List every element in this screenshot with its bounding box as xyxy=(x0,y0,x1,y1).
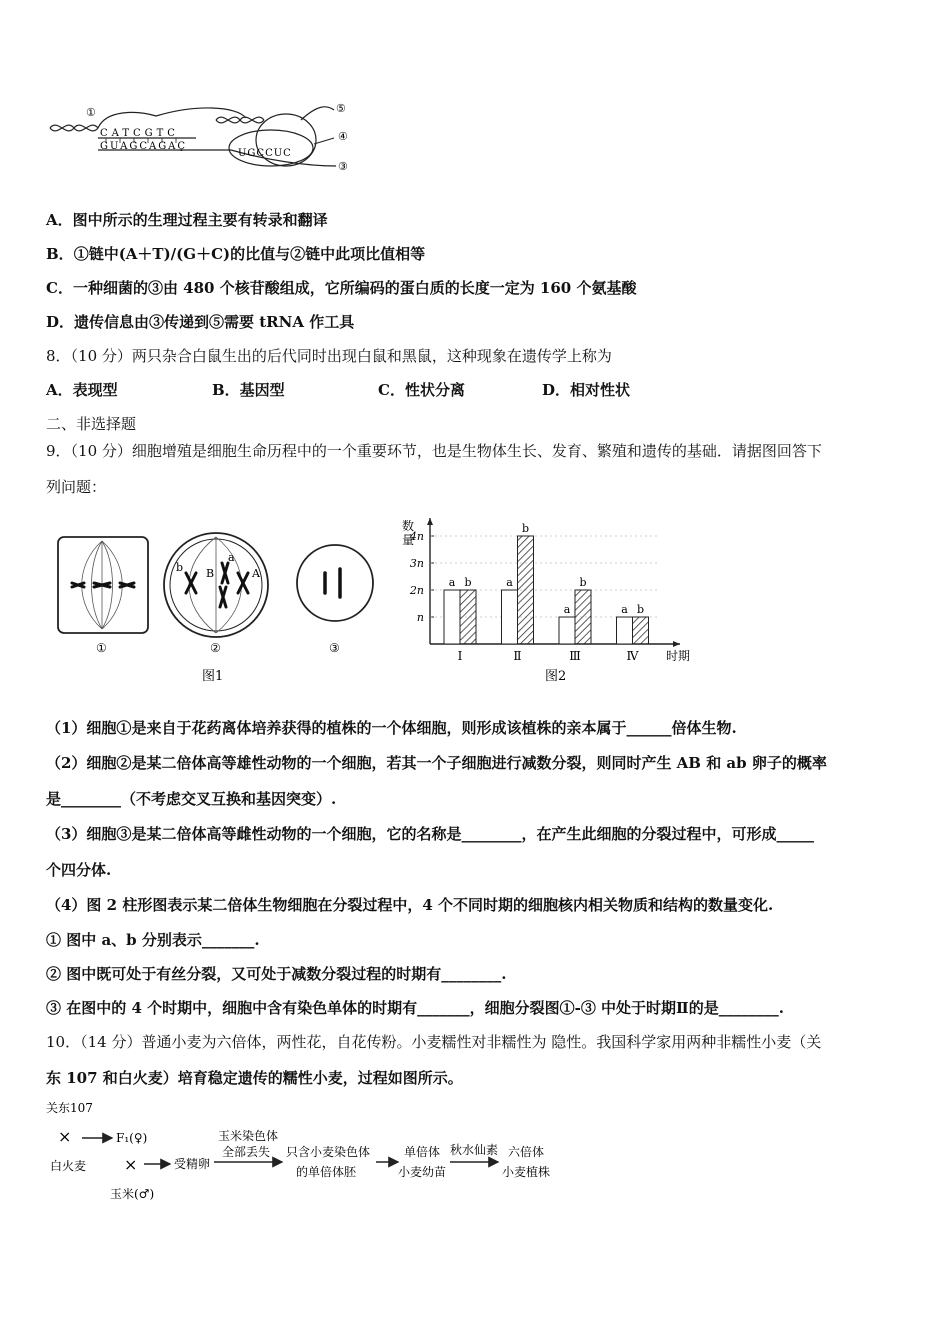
plant-top: 六倍体 xyxy=(508,1145,545,1159)
x-axis-label: 时期 xyxy=(666,649,691,663)
q9-part4: （4）图 2 柱形图表示某二倍体生物细胞在分裂过程中，4 个不同时期的细胞核内相关物质和结构的数量变化. xyxy=(46,896,774,914)
q7-option-a: A．图中所示的生理过程主要有转录和翻译 xyxy=(46,211,328,229)
bar-b xyxy=(460,590,476,644)
step1-bottom-label: 全部丢失 xyxy=(222,1145,271,1159)
q9-part2-line1: （2）细胞②是某二倍体高等雄性动物的一个细胞，若其一个子细胞进行减数分裂，则同时产生 AB 和 ab 卵子的概率 xyxy=(46,754,827,772)
x-tick-label: Ⅰ xyxy=(457,649,463,663)
seedling-top: 单倍体 xyxy=(404,1145,441,1159)
parent-corn-male: 玉米(♂) xyxy=(110,1187,155,1201)
q10-stem-line1: 10．（14 分）普通小麦为六倍体，两性花，自花传粉。小麦糯性对非糯性为 隐性。我国科学家用两种非糯性小麦（关 xyxy=(46,1033,822,1051)
figure-1-caption: 图1 xyxy=(202,669,224,684)
cross-symbol-2: × xyxy=(124,1155,138,1174)
q8-stem: 8．（10 分）两只杂合白鼠生出的后代同时出现白鼠和黑鼠，这种现象在遗传学上称为 xyxy=(46,347,612,365)
embryo-bottom: 的单倍体胚 xyxy=(296,1165,357,1179)
x-tick-label: Ⅳ xyxy=(626,649,639,663)
q8-option-d: D．相对性状 xyxy=(542,381,631,399)
x-tick-label: Ⅱ xyxy=(513,649,522,663)
cell2-letter-B: B xyxy=(206,567,215,580)
bar-b xyxy=(518,536,534,644)
cell-label-2: ② xyxy=(210,641,221,655)
figure-2-chart xyxy=(390,512,700,692)
q9-part3-line1: （3）细胞③是某二倍体高等雌性动物的一个细胞，它的名称是________，在产生此细胞的分裂过程中，可形成_____ xyxy=(46,825,814,843)
q7-option-c: C．一种细菌的③由 480 个核苷酸组成，它所编码的蛋白质的长度一定为 160 个氨基酸 xyxy=(46,279,637,297)
q8-option-c: C．性状分离 xyxy=(378,381,465,399)
upper-strand-sequence: CATCGTC xyxy=(100,128,179,139)
step1-top-label: 玉米染色体 xyxy=(218,1129,279,1143)
marker-3: ③ xyxy=(338,160,348,173)
lower-strand-sequence: GUAGCAGAÇ xyxy=(100,141,188,152)
q7-option-d: D．遗传信息由③传递到⑤需要 tRNA 作工具 xyxy=(46,313,355,331)
q9-part1: （1）细胞①是来自于花药离体培养获得的植株的一个体细胞，则形成该植株的亲本属于______倍体生物. xyxy=(46,719,737,737)
cell-label-3: ③ xyxy=(329,641,340,655)
y-tick-label: 3n xyxy=(409,557,424,570)
bar-label-a: a xyxy=(563,603,571,616)
q9-part4-3: ③ 在图中的 4 个时期中，细胞中含有染色单体的时期有_______，细胞分裂图①-③ 中处于时期Ⅱ的是________. xyxy=(46,999,784,1017)
bar-label-b: b xyxy=(636,603,645,616)
q9-part3-line2: 个四分体. xyxy=(46,861,112,879)
cell2-letter-A: A xyxy=(252,567,260,580)
bar-label-a: a xyxy=(621,603,628,616)
q8-option-b: B．基因型 xyxy=(212,381,285,399)
step2-label: 秋水仙素 xyxy=(450,1143,499,1157)
y-tick-label: n xyxy=(416,611,424,624)
bar-label-a: a xyxy=(506,576,513,589)
q7-option-b: B．①链中(A＋T)/(G＋C)的比值与②链中此项比值相等 xyxy=(46,245,426,263)
cell2-letter-a: a xyxy=(228,551,235,564)
marker-4: ④ xyxy=(338,130,348,143)
cross-symbol-1: × xyxy=(58,1127,72,1146)
transcription-figure xyxy=(46,100,366,180)
y-axis-label: 量 xyxy=(402,533,415,547)
q9-stem-line1: 9．（10 分）细胞增殖是细胞生命历程中的一个重要环节，也是生物体生长、发育、繁殖和遗传的基础．请据图回答下 xyxy=(46,442,822,460)
y-tick-label: 4n xyxy=(409,530,424,543)
q8-option-a: A．表现型 xyxy=(46,381,118,399)
cell2-letter-b: b xyxy=(176,561,184,574)
breeding-flow-diagram xyxy=(46,1098,566,1208)
bar-label-a: a xyxy=(448,576,456,589)
q9-part4-2: ② 图中既可处于有丝分裂，又可处于减数分裂过程的时期有________. xyxy=(46,965,507,983)
x-tick-label: Ⅲ xyxy=(569,649,581,663)
section-heading: 二、非选择题 xyxy=(46,415,137,433)
bubble-strand-sequence: UGCCUC xyxy=(238,148,292,159)
bar-label-b: b xyxy=(579,576,587,589)
parent-guandong107: 关东107 xyxy=(46,1101,93,1115)
seedling-bottom: 小麦幼苗 xyxy=(398,1165,447,1179)
figure-1-cells xyxy=(50,525,380,690)
bar-a xyxy=(502,590,518,644)
q9-stem-line2: 列问题： xyxy=(46,478,107,496)
q9-part4-1: ① 图中 a、b 分别表示_______. xyxy=(46,931,260,949)
bar-label-b: b xyxy=(521,522,530,535)
bar-b xyxy=(633,617,649,644)
q9-part2-line2: 是________（不考虑交叉互换和基因突变）. xyxy=(46,790,337,808)
bar-a xyxy=(444,590,460,644)
f1-female: F₁(♀) xyxy=(116,1131,148,1145)
bar-a xyxy=(559,617,575,644)
plant-bottom: 小麦植株 xyxy=(502,1165,551,1179)
q10-stem-line2: 东 107 和白火麦）培育稳定遗传的糯性小麦，过程如图所示。 xyxy=(46,1069,463,1087)
y-axis-arrow xyxy=(427,518,433,525)
y-axis-label: 数 xyxy=(402,519,415,533)
cell-label-1: ① xyxy=(96,641,107,655)
bar-label-b: b xyxy=(464,576,472,589)
bar-b xyxy=(575,590,591,644)
y-tick-label: 2n xyxy=(409,584,424,597)
figure-2-caption: 图2 xyxy=(545,669,567,684)
bar-a xyxy=(617,617,633,644)
parent-baihuomai: 白火麦 xyxy=(50,1159,87,1173)
x-axis-arrow xyxy=(673,641,680,647)
marker-5: ⑤ xyxy=(336,102,346,115)
marker-1: ① xyxy=(86,106,96,119)
zygote: 受精卵 xyxy=(174,1157,211,1171)
embryo-top: 只含小麦染色体 xyxy=(286,1145,371,1159)
